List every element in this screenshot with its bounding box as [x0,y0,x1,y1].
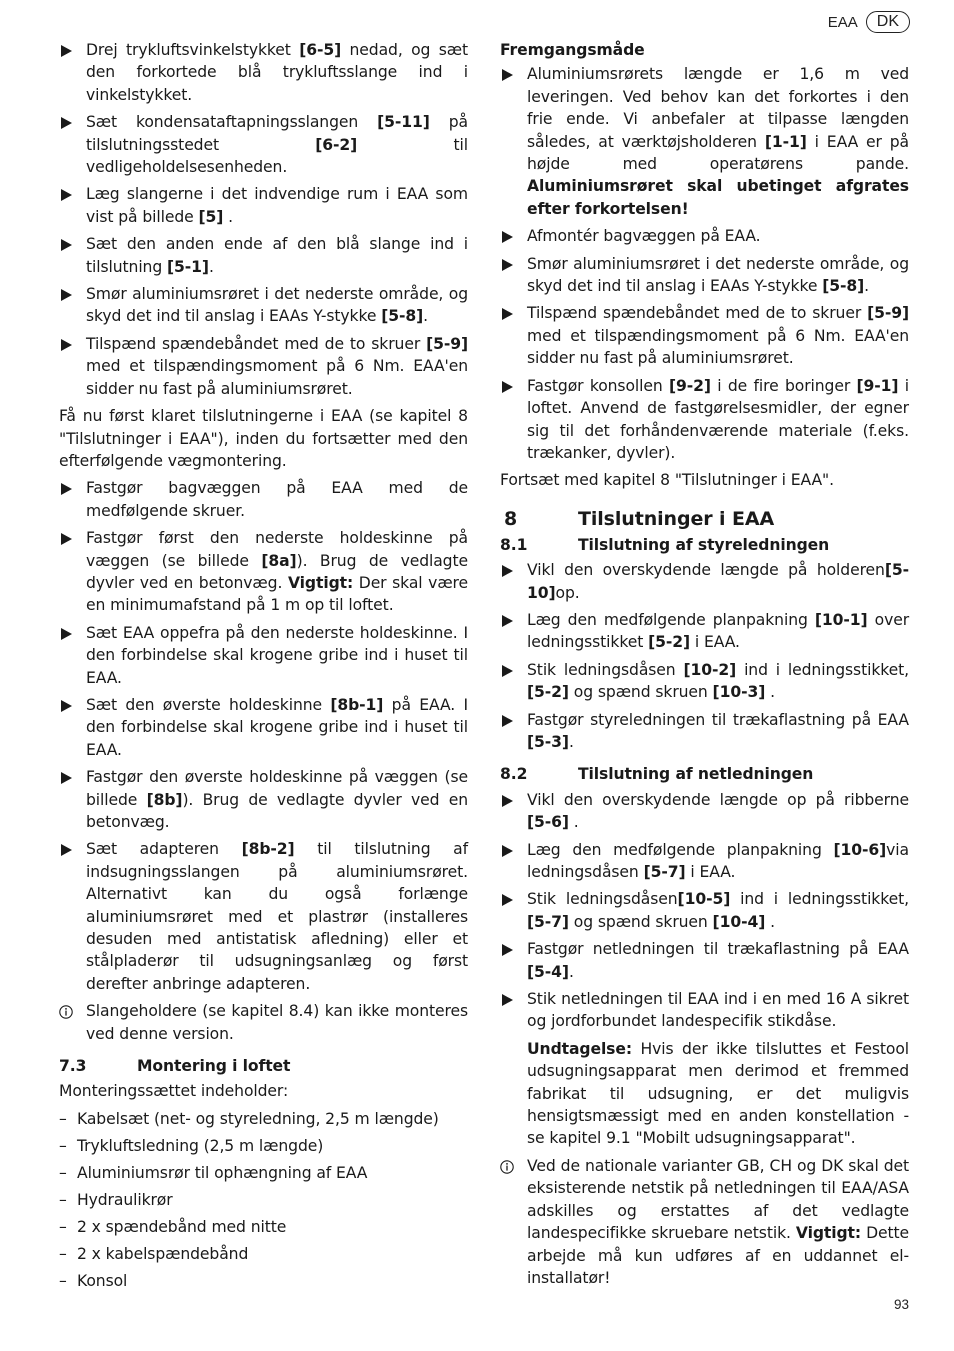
step-text [527,711,909,751]
step-item [59,766,468,833]
arrow-bullet-icon [500,664,514,678]
step-item [500,988,909,1033]
arrow-bullet-icon [59,843,73,857]
chapter-reference-paragraph: Få nu først klaret tilslutningerne i EAA (se kapitel 8 "Tilslutninger i EAA"), inden du fortsætter med den efterfølgende vægmontering. [59,407,468,470]
bold-text: [5-11] [377,113,430,132]
procedure-steps [500,63,909,464]
step-text [86,840,468,992]
text-run: Der skal være en minimumafstand på 1 m op til loftet. [86,573,468,615]
arrow-bullet-icon [59,699,73,713]
step-item [500,659,909,704]
step-item [500,789,909,834]
section-number: 8 [504,507,518,530]
section-heading-8-1 [500,534,909,556]
bold-text: [9-2] [669,376,711,395]
arrow-bullet-icon [59,288,73,302]
arrow-bullet-icon [500,564,514,578]
list-item [59,1162,468,1184]
step-text [527,890,909,930]
info-icon [500,1160,514,1174]
text-run: Læg slangerne i det indvendige rum i EAA som vist på billede [86,185,468,226]
step-text [86,235,468,275]
step-text [86,529,468,614]
arrow-bullet-icon [500,844,514,858]
step-item [500,225,909,247]
bold-text: [5-8] [381,307,424,326]
list-item [59,1270,468,1292]
section-number: 8.2 [500,765,528,784]
bold-text: [5-7] [643,863,686,881]
info-note [500,1155,909,1289]
text-run: Drej trykluftsvinkelstykket [86,41,300,59]
right-column [500,39,909,1294]
step-text [86,624,468,687]
text-run: med et tilspændingsmoment på 6 Nm. EAA'en sidder nu fast på aluminiumsrøret. [86,357,468,398]
list-item-text: Konsol [77,1271,128,1290]
text-run: på tilslutningsstedet [86,113,468,154]
text-run: Aluminiumsrørets længde er 1,6 m ved leveringen. Ved behov kan det forkortes i den frie ende. Vi anbefaler at tilpasse længden således, at værktøjsholderen [527,65,909,151]
text-run: Fastgør bagvæggen på EAA med de medfølgende skruer. [86,479,468,520]
text-run: . [864,277,869,296]
bold-text: [8a] [261,551,297,570]
bold-text: [5-3] [527,732,569,751]
text-run: Dette arbejde må kun udføres af en uddannet el-installatør! [527,1224,909,1287]
bold-text: [6-2] [315,135,358,154]
info-note [59,1000,468,1045]
section-title: Tilslutning af styreledningen [578,535,830,554]
bold-text: [9-1] [856,376,899,395]
text-run: og spænd skruen [568,683,713,702]
bold-text: [10-2] [683,660,737,679]
text-run: til tilslutning af indsugningsslangen på aluminiumsrøret. Alternativt kan du også forlænge aluminiumsrøret med et plastrør (installeres desuden med antistatisk afledning) eller et stålpladerør til udsugningsanlæg og først derefter anbringe adapteren. [86,840,469,993]
text-run: . [765,912,775,931]
step-item [500,609,909,654]
dash-bullet-icon: – [59,1271,67,1290]
text-run: Vikl den overskydende længde på holderen [527,561,885,580]
step-text [86,696,468,759]
text-run: i EAA. [685,863,736,881]
text-run: Sæt den øverste holdeskinne [86,695,331,714]
wall-mount-steps [59,477,468,995]
text-run: Fastgør netledningen til trækaflastning på EAA [527,940,909,959]
arrow-bullet-icon [59,482,73,496]
exception-paragraph [500,1038,909,1150]
bold-text: [5-1] [167,257,209,276]
page-number: 93 [893,1297,909,1312]
step-item [59,527,468,617]
bold-text: [5-7] [527,912,569,931]
text-run: ). Brug de vedlagte dyvler ved en betonvæg. [86,790,468,831]
arrow-bullet-icon [500,68,514,82]
step-item [59,694,468,761]
section-title: Montering i loftet [137,1057,291,1076]
arrow-bullet-icon [500,614,514,628]
bold-text: [10-5] [677,890,731,909]
list-item [59,1108,468,1130]
arrow-bullet-icon [500,258,514,272]
bold-text: [5-2] [527,683,569,702]
text-run: . [568,813,579,832]
step-item [500,63,909,220]
step-text [86,335,468,398]
step-item [500,938,909,983]
text-run: til vedligeholdelsesenheden. [86,135,468,177]
text-run: Tilspænd spændebåndet med de to skruer [86,334,427,353]
text-run: Ved de nationale varianter GB, CH og DK skal det eksisterende netstik på netledningen til EAA/ASA adskilles og erstattes af det vedlagte landespecifikke skruebare netstik. [527,1156,909,1243]
step-item [59,111,468,178]
step-item [59,477,468,522]
arrow-bullet-icon [500,230,514,244]
step-text [527,791,909,831]
text-run: Læg den medfølgende planpakning [527,610,815,629]
dash-bullet-icon: – [59,1217,67,1236]
bold-text: Vigtigt: [795,1224,862,1243]
step-text [527,255,909,295]
step-text [527,227,761,245]
section-heading-8-2 [500,763,909,785]
bold-text: [1-1] [764,132,807,151]
text-run: i de fire boringer [710,376,857,395]
arrow-bullet-icon [500,893,514,907]
left-column [59,39,468,1297]
text-run: Fastgør først den nederste holdeskinne på væggen (se billede [86,529,468,570]
text-run: via ledningsdåsen [527,840,909,881]
text-run: i EAA er på højde med operatørens pande. [527,132,909,174]
kit-contents-list [59,1108,468,1292]
arrow-bullet-icon [500,993,514,1007]
text-run: . [208,257,214,276]
text-run: op. [555,583,580,602]
bold-text: [5-10] [527,561,909,602]
text-run: over ledningsstikket [527,610,909,652]
step-text [527,611,909,651]
bold-text: [10-4] [712,912,766,931]
arrow-bullet-icon [59,238,73,252]
step-item [59,183,468,228]
list-item-text: Kabelsæt (net- og styreledning, 2,5 m længde) [77,1109,439,1128]
arrow-bullet-icon [59,532,73,546]
text-run: Stik ledningsdåsen [527,890,678,909]
step-text [527,561,909,601]
list-item [59,1135,468,1157]
mains-cable-steps [500,789,909,1033]
step-text [527,377,909,462]
bold-text: Aluminiumsrøret skal ubetinget afgrates efter forkortelsen! [527,177,909,218]
step-text [527,661,909,701]
text-run: i loftet. Anvend de fastgørelsesmidler, der egner sig til det forhåndenværende materiale (f.eks. trækanker, dyvler). [527,376,910,462]
text-run: på EAA. I den forbindelse skal krogene gribe ind i huset til EAA. [86,695,468,759]
bold-text: Vigtigt: [287,573,354,592]
dash-bullet-icon: – [59,1109,67,1128]
procedure-heading: Fremgangsmåde [500,41,645,59]
text-run: nedad, og sæt den forkortede blå trykluftsslange ind i vinkelstykket. [86,41,469,104]
text-run: Vikl den overskydende længde op på ribberne [527,790,909,809]
text-run: Sæt adapteren [86,840,242,859]
step-item [59,233,468,278]
step-item [59,283,468,328]
step-text [527,990,909,1030]
list-item [59,1216,468,1238]
list-item-text: 2 x spændebånd med nitte [77,1217,287,1236]
dash-bullet-icon: – [59,1163,67,1182]
text-run: med et tilspændingsmoment på 6 Nm. EAA'en sidder nu fast på aluminiumsrøret. [527,326,909,368]
text-run: Fastgør styreledningen til trækaflastning på EAA [527,710,909,729]
bold-text: [6-5] [299,41,342,59]
text-run: Stik ledningsdåsen [527,660,684,679]
product-code: EAA [827,13,858,31]
step-item [500,253,909,298]
text-run: Sæt EAA oppefra på den nederste holdeskinne. I den forbindelse skal krogene gribe ind i huset til EAA. [86,623,468,687]
section-number: 7.3 [59,1057,87,1076]
step-text [527,304,909,367]
text-run: . [765,683,775,702]
text-run: Stik netledningen til EAA ind i en med 16 A sikret og jordforbundet landespecifik stikdåse. [527,990,909,1031]
text-run: Hvis der ikke tilsluttes et Festool udsugningsapparat men derimod et fremmed fabrikat til udsugning, er det muligvis hensigtsmæssigt med en anden konstellation - se kapitel 9.1 "Mobilt udsugningsapparat". [527,1039,909,1148]
list-item-text: 2 x kabelspændebånd [77,1244,249,1263]
dash-bullet-icon: – [59,1136,67,1155]
arrow-bullet-icon [500,380,514,394]
step-item [59,39,468,106]
list-item-text: Hydraulikrør [77,1190,173,1209]
arrow-bullet-icon [500,307,514,321]
section-title: Tilslutning af netledningen [578,765,814,784]
bold-text: [8b-2] [241,840,295,859]
step-item [500,888,909,933]
step-text [527,841,909,881]
text-run: Fastgør konsollen [527,376,669,395]
info-icon [59,1005,73,1019]
dash-bullet-icon: – [59,1244,67,1263]
list-item-text: Trykluftsledning (2,5 m længde) [77,1136,324,1155]
page-header [828,11,910,33]
text-run: Sæt den anden ende af den blå slange ind i tilslutning [86,235,468,276]
step-text [86,185,468,225]
step-item [500,839,909,884]
text-run: ind i ledningsstikket, [730,890,909,909]
bold-text: [10-1] [814,610,868,629]
list-item-text: Aluminiumsrør til ophængning af EAA [77,1163,368,1182]
arrow-bullet-icon [59,188,73,202]
continue-paragraph: Fortsæt med kapitel 8 "Tilslutninger i EAA". [500,471,834,490]
step-item [59,622,468,689]
section-heading-7-3 [59,1055,468,1077]
step-text [527,65,909,217]
text-run: Smør aluminiumsrøret i det nederste område, og skyd det ind til anslag i EAAs Y-stykke [86,285,468,326]
section-number: 8.1 [500,535,528,554]
text-run: . [568,732,574,751]
step-text [527,940,909,980]
step-text [86,479,468,519]
kit-intro: Monteringssættet indeholder: [59,1082,289,1101]
text-run: Afmontér bagvæggen på EAA. [527,227,761,246]
arrow-bullet-icon [500,943,514,957]
step-item [59,838,468,995]
section-heading-8 [500,506,909,532]
step-item [500,709,909,754]
step-item [59,333,468,400]
bold-text: [8b] [146,790,183,809]
step-text [86,285,468,325]
text-run: Læg den medfølgende planpakning [527,840,834,859]
arrow-bullet-icon [500,714,514,728]
section-title: Tilslutninger i EAA [578,507,775,530]
text-run: ind i ledningsstikket, [736,660,909,679]
text-run: . [423,307,428,326]
arrow-bullet-icon [500,794,514,808]
bold-text: [10-3] [712,683,766,702]
text-run: Fastgør den øverste holdeskinne på væggen (se billede [86,768,468,809]
step-item [500,375,909,465]
bold-text: [5-2] [648,633,691,652]
text-run: . [223,207,234,226]
text-run: i EAA. [690,633,740,652]
bold-text: [5-4] [527,962,569,981]
text-run: ). Brug de vedlagte dyvler ved en betonvæg. [86,551,468,592]
bold-text: [5-6] [527,813,569,832]
info-note-text [527,1157,909,1287]
info-note-text: Slangeholdere (se kapitel 8.4) kan ikke monteres ved denne version. [86,1002,468,1043]
text-run: Tilspænd spændebåndet med de to skruer [527,304,868,323]
step-text [86,113,468,176]
arrow-bullet-icon [59,627,73,641]
step-text [86,41,468,104]
bold-text: [5] [198,207,224,226]
bold-text: Undtagelse: [527,1039,632,1058]
text-run: Sæt kondensataftapningsslangen [86,113,378,132]
arrow-bullet-icon [59,116,73,130]
arrow-bullet-icon [59,338,73,352]
text-run: Smør aluminiumsrøret i det nederste område, og skyd det ind til anslag i EAAs Y-stykke [527,254,909,296]
bold-text: [10-6] [833,840,887,859]
arrow-bullet-icon [59,44,73,58]
list-item [59,1189,468,1211]
step-text [86,768,468,831]
arrow-bullet-icon [59,771,73,785]
control-cable-steps [500,559,909,753]
bold-text: [5-9] [867,304,909,323]
step-item [500,302,909,369]
bold-text: [5-8] [822,277,865,296]
step-item [500,559,909,604]
text-run: og spænd skruen [568,912,713,931]
list-item [59,1243,468,1265]
dash-bullet-icon: – [59,1190,67,1209]
bold-text: [8b-1] [330,695,384,714]
text-run: . [568,962,574,981]
country-badge: DK [866,11,910,33]
intro-steps [59,39,468,400]
bold-text: [5-9] [426,334,468,353]
